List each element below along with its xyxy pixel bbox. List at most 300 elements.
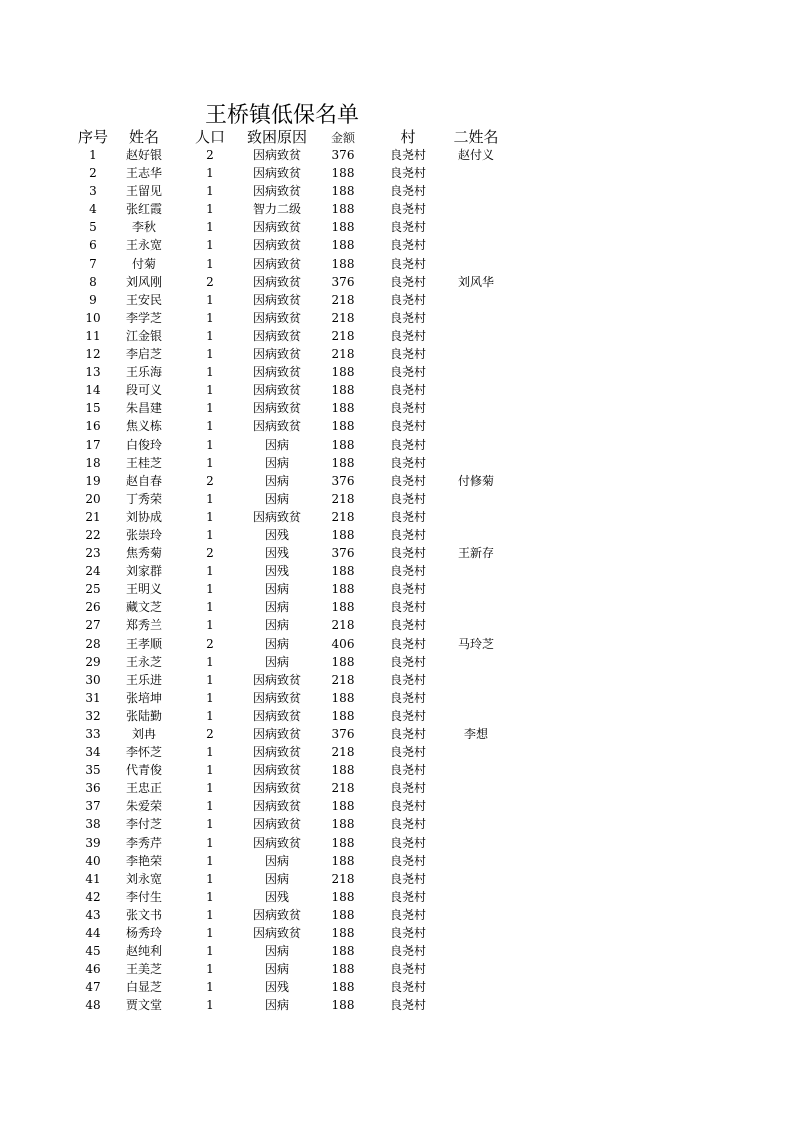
row-reason: 因病致贫: [252, 310, 301, 325]
row-number: 41: [85, 871, 101, 886]
row-name: 李秀芹: [125, 835, 162, 850]
row-reason: 因病致贫: [252, 763, 301, 778]
row-number: 43: [85, 907, 101, 922]
table-row: [0, 544, 793, 562]
row-reason: 因病致贫: [252, 835, 301, 850]
row-second-name: 王新存: [457, 546, 494, 561]
row-population: 1: [206, 708, 214, 723]
row-name: 郑秀兰: [125, 618, 162, 633]
row-reason: 因病: [264, 455, 289, 470]
row-name: 李怀芝: [125, 745, 162, 760]
table-row: [0, 996, 793, 1014]
row-reason: 因病: [264, 853, 289, 868]
row-amount: 188: [331, 799, 355, 814]
row-reason: 因病: [264, 944, 289, 959]
table-row: [0, 689, 793, 707]
row-number: 27: [85, 618, 101, 633]
row-number: 18: [85, 455, 101, 470]
row-population: 2: [206, 546, 214, 561]
row-name: 赵自春: [125, 473, 162, 488]
table-row: [0, 960, 793, 978]
row-name: 刘冉: [131, 727, 156, 741]
row-number: 39: [85, 835, 101, 850]
row-amount: 188: [331, 926, 355, 941]
row-number: 11: [85, 328, 101, 343]
row-name: 丁秀荣: [125, 491, 162, 506]
row-amount: 188: [331, 383, 355, 398]
row-name: 王志华: [125, 166, 162, 181]
row-name: 王留见: [125, 184, 162, 199]
row-amount: 218: [331, 328, 355, 343]
row-amount: 188: [331, 527, 355, 542]
row-number: 30: [85, 672, 101, 687]
row-reason: 因病致贫: [252, 328, 301, 343]
row-population: 1: [206, 962, 214, 977]
row-population: 1: [206, 166, 214, 181]
row-number: 45: [85, 944, 101, 959]
row-amount: 218: [331, 618, 355, 633]
row-village: 良尧村: [389, 546, 426, 561]
row-name: 李学芝: [125, 310, 162, 325]
row-amount: 218: [331, 347, 355, 362]
row-amount: 188: [331, 907, 355, 922]
row-name: 张崇玲: [125, 527, 162, 542]
row-number: 9: [89, 292, 97, 307]
row-village: 良尧村: [389, 654, 426, 669]
row-village: 良尧村: [389, 148, 426, 162]
row-amount: 188: [331, 419, 355, 434]
row-village: 良尧村: [389, 745, 426, 760]
row-name: 刘永宽: [125, 871, 162, 886]
row-name: 张文书: [125, 907, 162, 922]
table-row: [0, 924, 793, 942]
row-population: 1: [206, 238, 214, 253]
table-row: [0, 725, 793, 743]
row-amount: 218: [331, 745, 355, 760]
row-population: 1: [206, 944, 214, 959]
row-number: 40: [85, 853, 101, 868]
row-reason: 因病致贫: [252, 817, 301, 832]
row-population: 1: [206, 365, 214, 380]
row-name: 张培坤: [125, 690, 162, 705]
row-reason: 因病致贫: [252, 383, 301, 398]
row-amount: 188: [331, 184, 355, 199]
row-reason: 因病: [264, 473, 289, 488]
row-name: 杨秀玲: [125, 926, 162, 941]
table-row: [0, 146, 793, 164]
row-number: 48: [85, 998, 101, 1013]
row-amount: 376: [331, 727, 355, 741]
row-name: 段可义: [125, 383, 162, 398]
row-amount: 376: [331, 274, 355, 289]
row-reason: 因病致贫: [252, 148, 301, 162]
row-population: 1: [206, 980, 214, 995]
row-reason: 因病致贫: [252, 292, 301, 307]
row-village: 良尧村: [389, 166, 426, 181]
table-row: [0, 779, 793, 797]
table-row: [0, 236, 793, 254]
document-title: 王桥镇低保名单: [205, 103, 360, 128]
row-amount: 376: [331, 148, 355, 162]
row-number: 16: [85, 419, 101, 434]
header-reason: 致困原因: [246, 128, 307, 146]
row-name: 刘风刚: [125, 274, 162, 289]
header-amount: 金额: [330, 131, 355, 145]
table-row: [0, 472, 793, 490]
table-row: [0, 562, 793, 580]
row-number: 15: [85, 401, 101, 416]
row-reason: 因病致贫: [252, 401, 301, 416]
row-village: 良尧村: [389, 926, 426, 941]
row-village: 良尧村: [389, 473, 426, 488]
row-population: 1: [206, 401, 214, 416]
row-village: 良尧村: [389, 817, 426, 832]
row-amount: 376: [331, 546, 355, 561]
row-name: 赵好银: [125, 148, 162, 162]
row-second-name: 刘风华: [457, 274, 494, 289]
row-reason: 因病致贫: [252, 745, 301, 760]
row-name: 代青俊: [125, 763, 162, 778]
header-population: 人口: [194, 128, 225, 146]
row-village: 良尧村: [389, 509, 426, 524]
row-number: 7: [89, 256, 97, 271]
row-population: 1: [206, 383, 214, 398]
row-population: 1: [206, 419, 214, 434]
row-number: 42: [85, 889, 101, 904]
row-name: 白俊玲: [125, 437, 162, 452]
row-village: 良尧村: [389, 437, 426, 452]
row-amount: 188: [331, 944, 355, 959]
row-amount: 188: [331, 853, 355, 868]
table-row: [0, 218, 793, 236]
table-row: [0, 164, 793, 182]
row-village: 良尧村: [389, 310, 426, 325]
row-amount: 188: [331, 817, 355, 832]
row-amount: 188: [331, 582, 355, 597]
row-reason: 因病致贫: [252, 184, 301, 199]
row-amount: 188: [331, 980, 355, 995]
row-number: 26: [85, 600, 101, 615]
row-village: 良尧村: [389, 618, 426, 633]
table-row: [0, 942, 793, 960]
table-row: [0, 345, 793, 363]
row-village: 良尧村: [389, 853, 426, 868]
row-population: 1: [206, 835, 214, 850]
row-number: 12: [85, 347, 101, 362]
row-population: 1: [206, 347, 214, 362]
row-village: 良尧村: [389, 582, 426, 597]
row-population: 2: [206, 727, 214, 741]
row-village: 良尧村: [389, 708, 426, 723]
row-reason: 因病: [264, 654, 289, 669]
row-village: 良尧村: [389, 636, 426, 651]
table-row: [0, 508, 793, 526]
row-amount: 188: [331, 889, 355, 904]
row-name: 焦秀菊: [125, 546, 162, 561]
row-population: 1: [206, 998, 214, 1013]
row-population: 1: [206, 455, 214, 470]
row-amount: 188: [331, 962, 355, 977]
row-reason: 因残: [264, 889, 289, 904]
row-population: 1: [206, 817, 214, 832]
row-village: 良尧村: [389, 907, 426, 922]
row-number: 21: [85, 509, 101, 524]
table-row: [0, 815, 793, 833]
table-row: [0, 888, 793, 906]
row-population: 1: [206, 564, 214, 579]
row-name: 李艳荣: [125, 853, 162, 868]
row-population: 1: [206, 618, 214, 633]
row-amount: 188: [331, 365, 355, 380]
row-amount: 188: [331, 202, 355, 217]
table-row: [0, 381, 793, 399]
row-reason: 因病致贫: [252, 727, 301, 741]
table-row: [0, 454, 793, 472]
row-number: 4: [89, 202, 97, 217]
row-reason: 因病: [264, 871, 289, 886]
row-reason: 因病致贫: [252, 708, 301, 723]
row-name: 张红霞: [125, 202, 162, 217]
row-number: 5: [89, 220, 97, 235]
row-reason: 因病致贫: [252, 907, 301, 922]
row-number: 20: [85, 491, 101, 506]
row-population: 1: [206, 799, 214, 814]
row-population: 2: [206, 473, 214, 488]
table-row: [0, 707, 793, 725]
row-amount: 188: [331, 166, 355, 181]
row-name: 王安民: [125, 292, 162, 307]
row-number: 1: [89, 148, 97, 162]
row-name: 李付芝: [125, 817, 162, 832]
row-reason: 因残: [264, 527, 289, 542]
table-row: [0, 291, 793, 309]
row-population: 1: [206, 926, 214, 941]
row-population: 1: [206, 437, 214, 452]
row-number: 2: [89, 166, 97, 181]
table-row: [0, 255, 793, 273]
row-name: 刘家群: [125, 564, 162, 579]
row-reason: 因病致贫: [252, 419, 301, 434]
row-village: 良尧村: [389, 238, 426, 253]
row-number: 37: [85, 799, 101, 814]
row-population: 2: [206, 148, 214, 162]
row-number: 8: [89, 274, 97, 289]
row-village: 良尧村: [389, 835, 426, 850]
row-population: 1: [206, 220, 214, 235]
row-amount: 218: [331, 310, 355, 325]
row-reason: 因病: [264, 962, 289, 977]
row-population: 1: [206, 781, 214, 796]
row-reason: 因病: [264, 437, 289, 452]
row-reason: 因病致贫: [252, 347, 301, 362]
row-population: 1: [206, 310, 214, 325]
row-amount: 188: [331, 220, 355, 235]
table-row: [0, 653, 793, 671]
row-population: 1: [206, 654, 214, 669]
row-number: 13: [85, 365, 101, 380]
row-name: 贾文堂: [125, 998, 162, 1013]
row-village: 良尧村: [389, 998, 426, 1013]
table-row: [0, 309, 793, 327]
row-village: 良尧村: [389, 727, 426, 741]
row-amount: 188: [331, 238, 355, 253]
row-number: 29: [85, 654, 101, 669]
table-row: [0, 797, 793, 815]
row-reason: 因病致贫: [252, 926, 301, 941]
table-row: [0, 906, 793, 924]
row-number: 36: [85, 781, 101, 796]
table-row: [0, 580, 793, 598]
table-row: [0, 273, 793, 291]
table-row: [0, 978, 793, 996]
row-number: 10: [85, 310, 101, 325]
row-second-name: 赵付义: [457, 148, 494, 162]
row-amount: 188: [331, 690, 355, 705]
row-amount: 188: [331, 763, 355, 778]
row-population: 1: [206, 889, 214, 904]
row-amount: 188: [331, 437, 355, 452]
row-reason: 因病致贫: [252, 274, 301, 289]
row-number: 32: [85, 708, 101, 723]
row-reason: 因病致贫: [252, 690, 301, 705]
row-number: 28: [85, 636, 101, 651]
row-amount: 218: [331, 781, 355, 796]
row-number: 38: [85, 817, 101, 832]
row-reason: 因残: [264, 980, 289, 995]
row-population: 2: [206, 636, 214, 651]
row-amount: 188: [331, 401, 355, 416]
row-name: 王乐进: [125, 672, 162, 687]
row-population: 1: [206, 328, 214, 343]
table-row: [0, 870, 793, 888]
header-no: 序号: [77, 128, 108, 146]
row-name: 王美芝: [125, 962, 162, 977]
row-second-name: 付修菊: [457, 473, 494, 488]
row-village: 良尧村: [389, 365, 426, 380]
row-village: 良尧村: [389, 220, 426, 235]
row-amount: 188: [331, 256, 355, 271]
table-row: [0, 526, 793, 544]
row-village: 良尧村: [389, 256, 426, 271]
row-population: 1: [206, 184, 214, 199]
row-name: 张陆勤: [125, 708, 162, 723]
row-amount: 188: [331, 835, 355, 850]
table-row: [0, 635, 793, 653]
table-row: [0, 598, 793, 616]
row-number: 46: [85, 962, 101, 977]
row-number: 47: [85, 980, 101, 995]
row-number: 17: [85, 437, 101, 452]
row-number: 23: [85, 546, 101, 561]
row-village: 良尧村: [389, 672, 426, 687]
row-reason: 因病致贫: [252, 238, 301, 253]
row-village: 良尧村: [389, 889, 426, 904]
row-population: 1: [206, 527, 214, 542]
table-row: [0, 834, 793, 852]
row-number: 22: [85, 527, 101, 542]
row-name: 王忠正: [125, 781, 162, 796]
row-village: 良尧村: [389, 690, 426, 705]
row-reason: 因病致贫: [252, 166, 301, 181]
row-reason: 因残: [264, 564, 289, 579]
row-village: 良尧村: [389, 491, 426, 506]
row-village: 良尧村: [389, 455, 426, 470]
row-amount: 188: [331, 564, 355, 579]
row-reason: 因病致贫: [252, 365, 301, 380]
row-reason: 因病: [264, 618, 289, 633]
row-village: 良尧村: [389, 980, 426, 995]
header-village: 村: [400, 128, 416, 146]
row-number: 35: [85, 763, 101, 778]
row-reason: 因病致贫: [252, 781, 301, 796]
roster-table: [0, 146, 793, 1015]
row-amount: 218: [331, 871, 355, 886]
table-row: [0, 417, 793, 435]
row-reason: 因病致贫: [252, 220, 301, 235]
row-amount: 188: [331, 455, 355, 470]
table-row: [0, 363, 793, 381]
row-village: 良尧村: [389, 292, 426, 307]
table-row: [0, 490, 793, 508]
row-amount: 218: [331, 509, 355, 524]
row-amount: 376: [331, 473, 355, 488]
row-reason: 因残: [264, 546, 289, 561]
row-village: 良尧村: [389, 763, 426, 778]
row-name: 王明义: [125, 582, 162, 597]
row-name: 王乐海: [125, 365, 162, 380]
row-village: 良尧村: [389, 419, 426, 434]
row-village: 良尧村: [389, 527, 426, 542]
row-reason: 因病致贫: [252, 509, 301, 524]
table-row: [0, 399, 793, 417]
row-reason: 因病: [264, 636, 289, 651]
table-row: [0, 852, 793, 870]
row-name: 李付生: [125, 889, 162, 904]
header-name: 姓名: [128, 128, 159, 146]
row-village: 良尧村: [389, 799, 426, 814]
row-name: 朱昌建: [125, 401, 162, 416]
row-village: 良尧村: [389, 962, 426, 977]
row-population: 1: [206, 907, 214, 922]
row-population: 1: [206, 202, 214, 217]
row-reason: 智力二级: [252, 202, 301, 217]
row-name: 付菊: [131, 256, 156, 271]
row-name: 刘协成: [125, 509, 162, 524]
row-population: 1: [206, 292, 214, 307]
row-population: 1: [206, 491, 214, 506]
row-village: 良尧村: [389, 202, 426, 217]
table-row: [0, 743, 793, 761]
row-population: 1: [206, 509, 214, 524]
row-name: 藏文芝: [125, 600, 162, 615]
row-village: 良尧村: [389, 871, 426, 886]
row-amount: 188: [331, 600, 355, 615]
row-number: 25: [85, 582, 101, 597]
row-reason: 因病: [264, 600, 289, 615]
row-reason: 因病致贫: [252, 256, 301, 271]
row-reason: 因病: [264, 491, 289, 506]
row-name: 江金银: [125, 328, 162, 343]
row-reason: 因病: [264, 998, 289, 1013]
row-population: 1: [206, 672, 214, 687]
table-row: [0, 327, 793, 345]
row-village: 良尧村: [389, 600, 426, 615]
row-name: 李秋: [131, 220, 156, 235]
row-number: 34: [85, 745, 101, 760]
row-name: 王孝顺: [125, 636, 162, 651]
row-number: 44: [85, 926, 101, 941]
row-name: 王永芝: [125, 654, 162, 669]
